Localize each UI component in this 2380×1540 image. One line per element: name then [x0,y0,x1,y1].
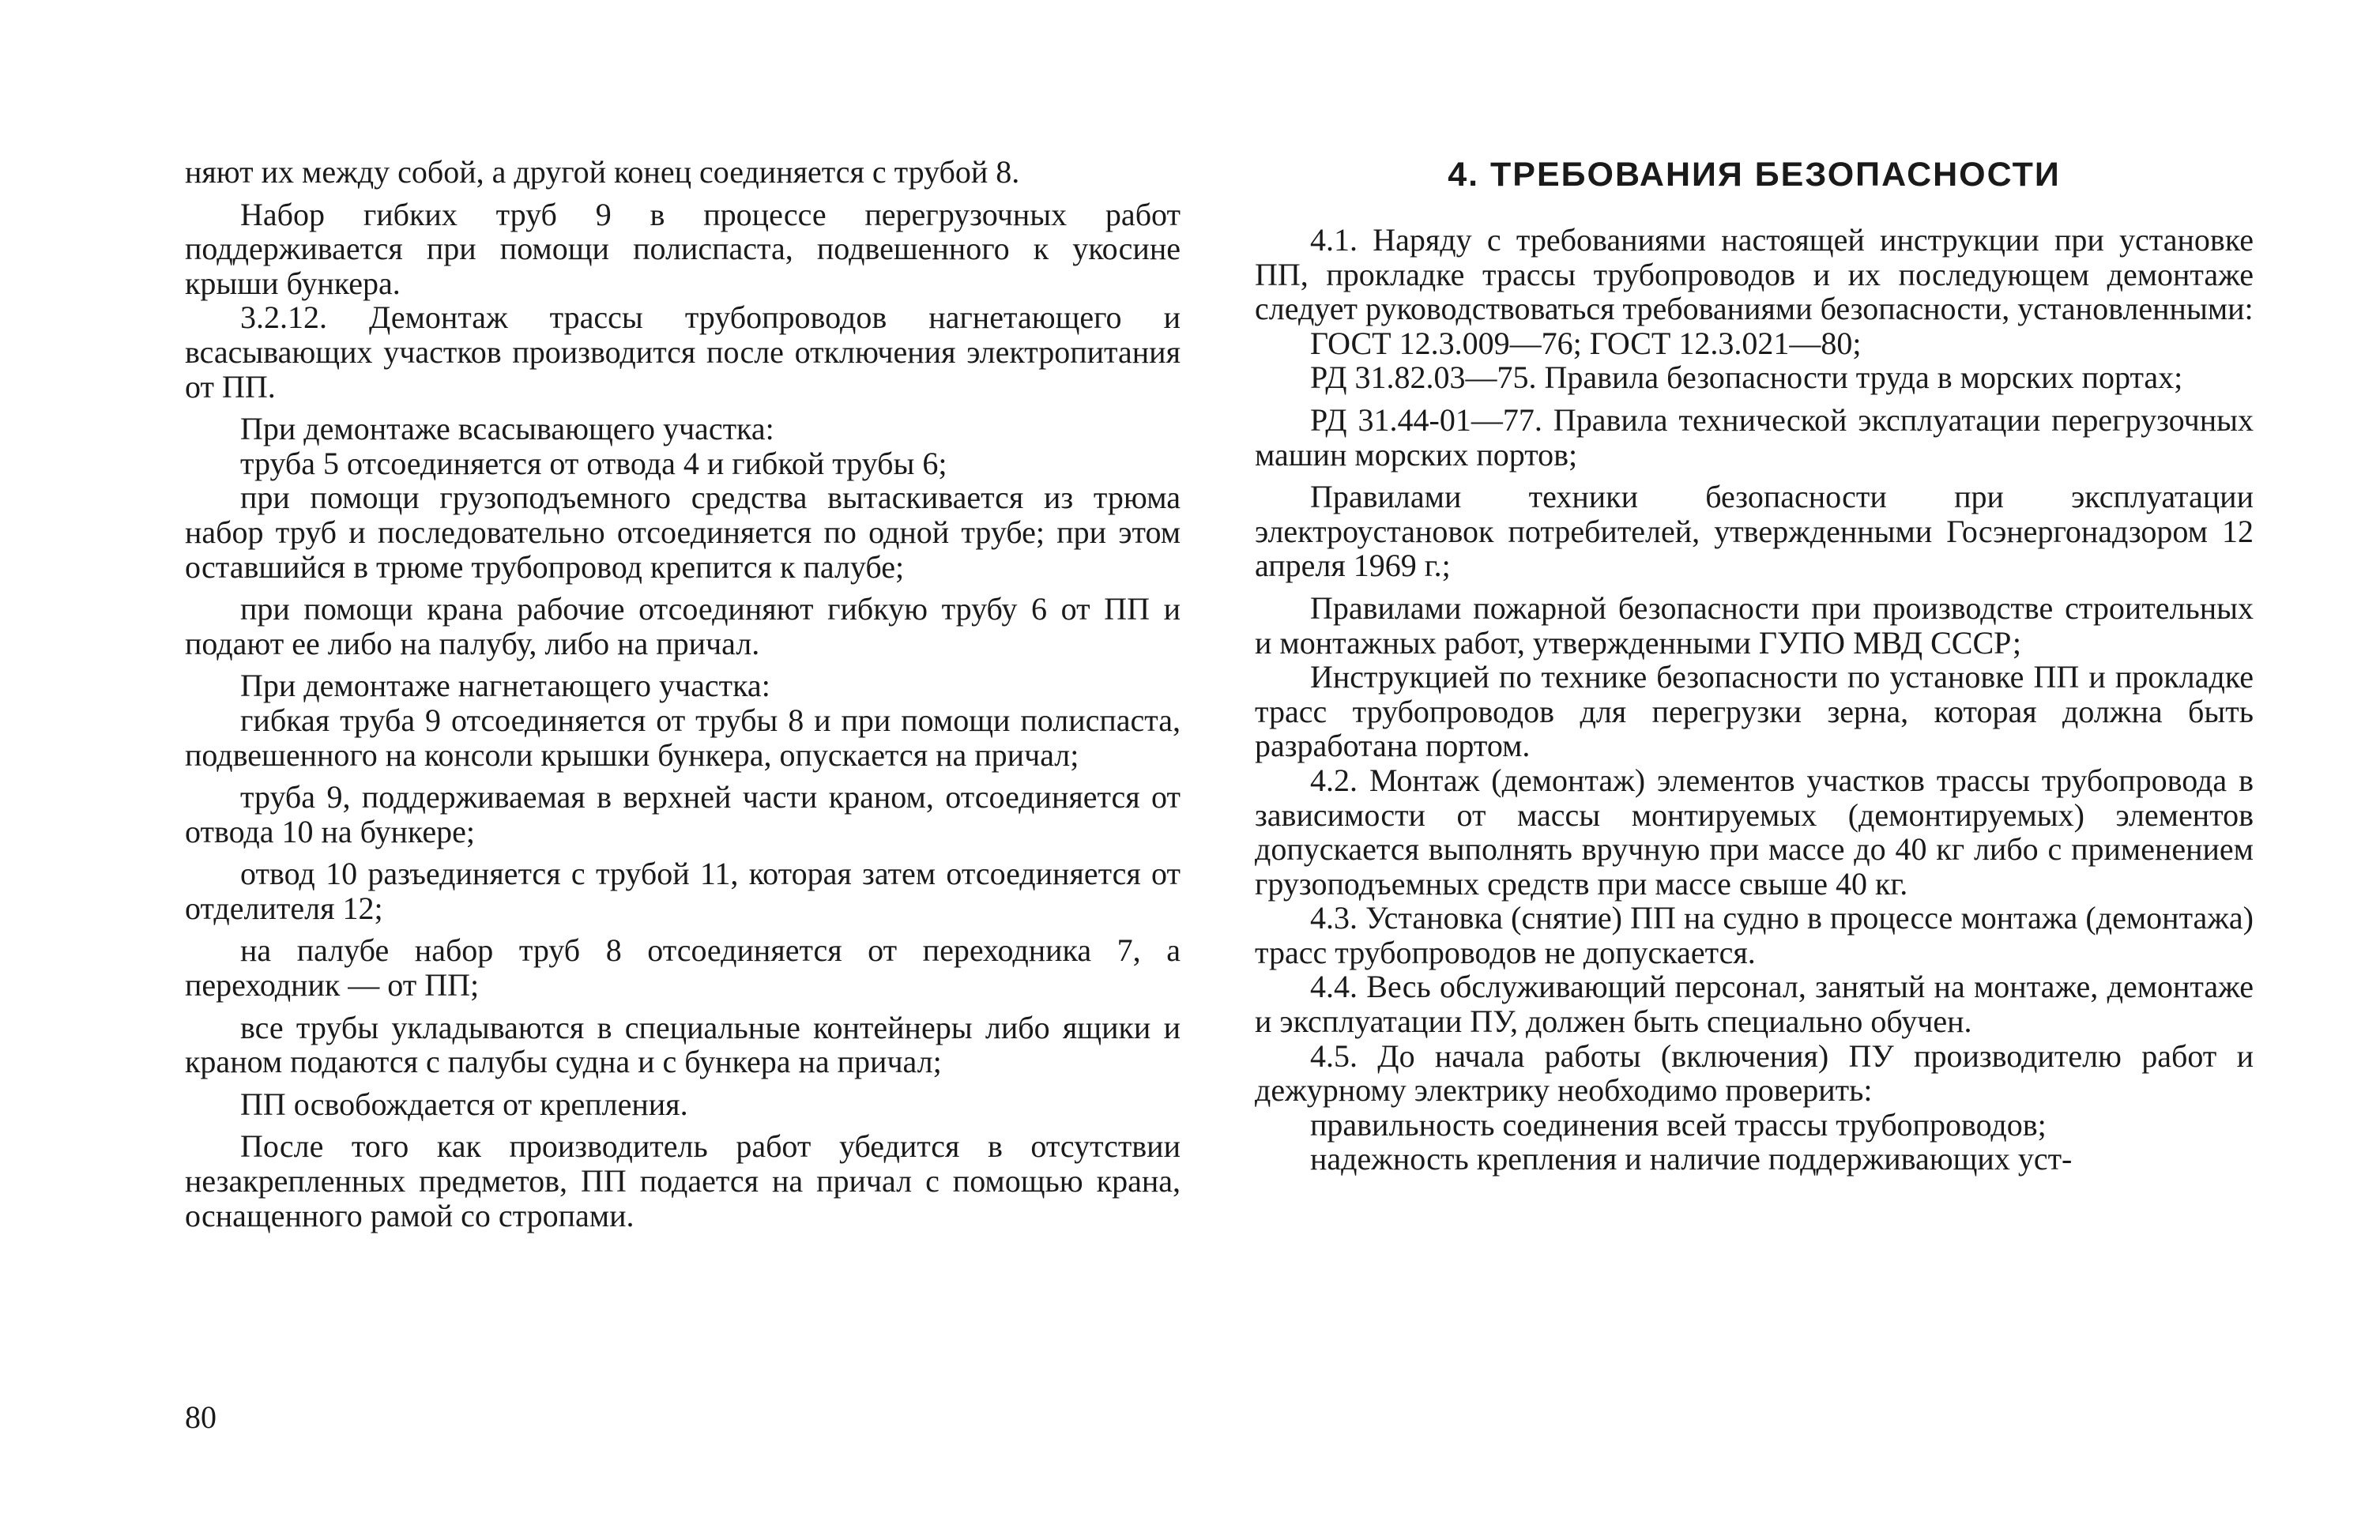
paragraph: при помощи грузоподъемного средства вытаскивается из трюма набор труб и последовательно отсоединяется по одной трубе; при этом оставшийся в трюме трубопровод крепится к палубе; [185,480,1181,585]
paragraph: РД 31.82.03—75. Правила безопасности труда в морских портах; [1310,360,2183,396]
paragraph: 4.4. Весь обслуживающий персонал, занятый на монтаже, демонтаже и эксплуатации ПУ, должен быть специально обучен. [1255,969,2254,1040]
paragraph: 4.2. Монтаж (демонтаж) элементов участков трассы трубопровода в зависимости от массы монтируемых (демонтируемых) элементов допускается выполнять вручную при массе до 40 кг либо с применением грузоподъемных средств при массе свыше 40 кг. [1255,762,2254,902]
paragraph: отвод 10 разъединяется с трубой 11, которая затем отсоединяется от отделителя 12; [185,856,1181,926]
paragraph: надежность крепления и наличие поддерживающих уст- [1310,1141,2073,1177]
paragraph: на палубе набор труб 8 отсоединяется от переходника 7, а переходник — от ПП; [185,932,1181,1003]
paragraph: 4.3. Установка (снятие) ПП на судно в процессе монтажа (демонтажа) трасс трубопроводов не допускается. [1255,900,2254,970]
paragraph: ПП освобождается от крепления. [240,1086,688,1122]
page-number: 80 [185,1399,217,1435]
paragraph: Правилами техники безопасности при эксплуатации электроустановок потребителей, утвержденными Госэнергонадзором 12 апреля 1969 г.; [1255,479,2254,584]
paragraph: ГОСТ 12.3.009—76; ГОСТ 12.3.021—80; [1310,325,1862,361]
paragraph: Набор гибких труб 9 в процессе перегрузочных работ поддерживается при помощи полиспаста, подвешенного к укосине крыши бункера. [185,196,1181,301]
paragraph: 3.2.12. Демонтаж трассы трубопроводов нагнетающего и всасывающих участков производится после отключения электропитания от ПП. [185,299,1181,405]
paragraph: при помощи крана рабочие отсоединяют гибкую трубу 6 от ПП и подают ее либо на палубу, либо на причал. [185,591,1181,661]
paragraph: Инструкцией по технике безопасности по установке ПП и прокладке трасс трубопроводов для перегрузки зерна, которая должна быть разработана портом. [1255,659,2254,764]
paragraph: труба 9, поддерживаемая в верхней части краном, отсоединяется от отвода 10 на бункере; [185,779,1181,849]
paragraph: правильность соединения всей трассы трубопроводов; [1310,1106,2047,1143]
paragraph: гибкая труба 9 отсоединяется от трубы 8 и при помощи полиспаста, подвешенного на консоли крышки бункера, опускается на причал; [185,702,1181,773]
right-column [1255,223,2254,1177]
section-title: 4. ТРЕБОВАНИЯ БЕЗОПАСНОСТИ [1448,156,2061,194]
paragraph: 4.1. Наряду с требованиями настоящей инструкции при установке ПП, прокладке трассы трубопроводов и их последующем демонтаже следует руководствоваться требованиями безопасности, установленными: [1255,222,2254,327]
paragraph: няют их между собой, а другой конец соединяется с трубой 8. [185,154,1020,190]
left-column [185,155,1181,1233]
paragraph: труба 5 отсоединяется от отвода 4 и гибкой трубы 6; [240,445,947,481]
paragraph: При демонтаже всасывающего участка: [240,411,774,447]
paragraph: РД 31.44-01—77. Правила технической эксплуатации перегрузочных машин морских портов; [1255,401,2254,473]
paragraph: все трубы укладываются в специальные контейнеры либо ящики и краном подаются с палубы судна и с бункера на причал; [185,1009,1181,1080]
paragraph: Правилами пожарной безопасности при производстве строительных и монтажных работ, утвержденными ГУПО МВД СССР; [1255,589,2254,661]
paragraph: 4.5. До начала работы (включения) ПУ производителю работ и дежурному электрику необходимо проверить: [1255,1037,2254,1109]
paragraph: После того как производитель работ убедится в отсутствии незакрепленных предметов, ПП подается на причал с помощью крана, оснащенного рамой со стропами. [185,1128,1181,1233]
paragraph: При демонтаже нагнетающего участка: [240,668,770,704]
